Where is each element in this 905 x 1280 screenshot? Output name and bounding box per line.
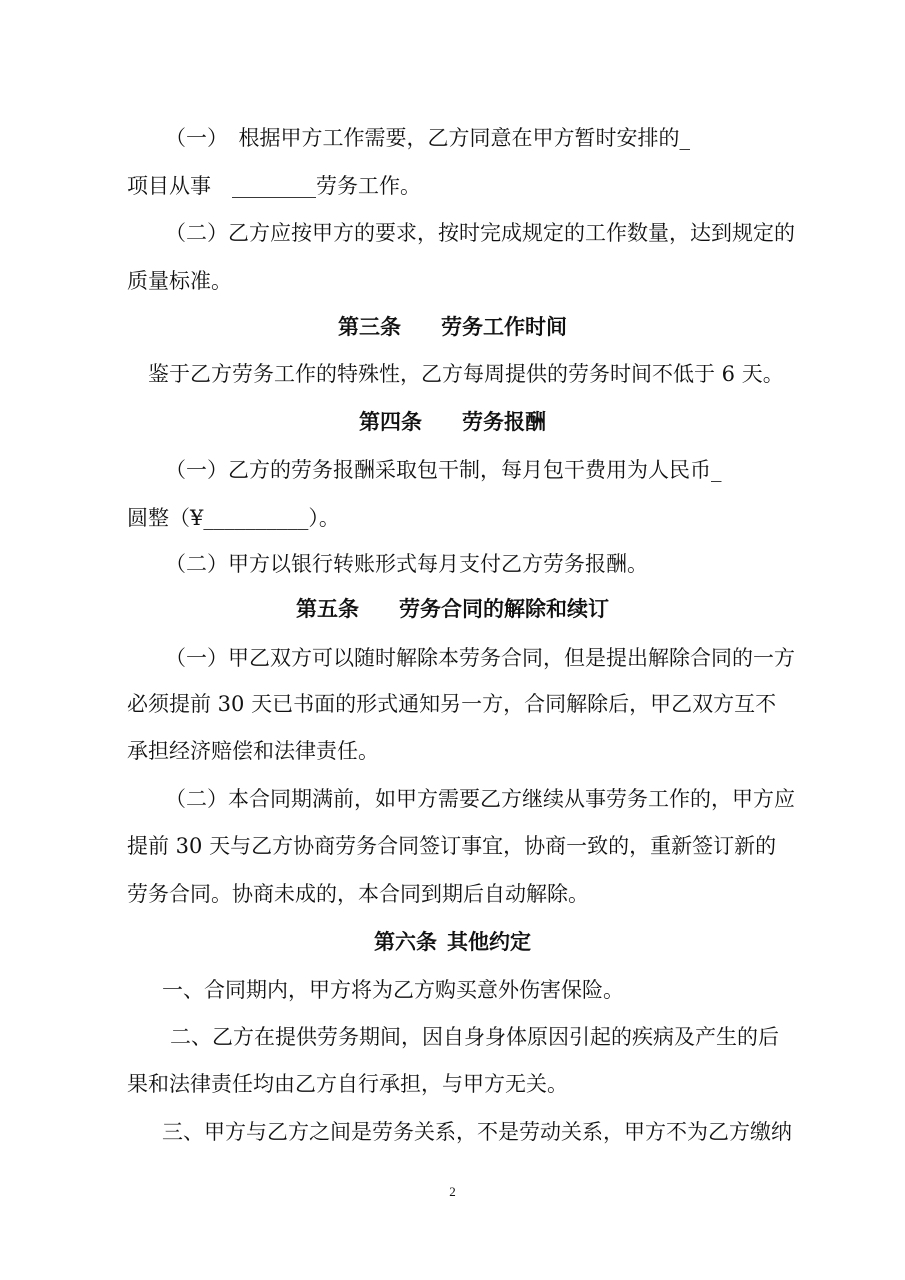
paragraph-line: （二）本合同期满前，如甲方需要乙方继续从事劳务工作的，甲方应 — [165, 787, 795, 811]
paragraph-line: 劳务合同。协商未成的，本合同到期后自动解除。 — [127, 882, 589, 906]
article-number: 第六条 — [374, 929, 437, 954]
article-title: 劳务报酬 — [462, 409, 546, 434]
article-title: 劳务合同的解除和续订 — [399, 596, 609, 621]
article-heading — [127, 407, 778, 437]
paragraph-line: （一）乙方的劳务报酬采取包干制，每月包干费用为人民币_ — [165, 458, 722, 482]
paragraph-line: 三、甲方与乙方之间是劳务关系，不是劳动关系，甲方不为乙方缴纳 — [162, 1120, 792, 1144]
paragraph-line: 质量标准。 — [127, 269, 232, 293]
paragraph-line: 必须提前 30 天已书面的形式通知另一方，合同解除后，甲乙双方互不 — [127, 692, 777, 716]
paragraph-line: 提前 30 天与乙方协商劳务合同签订事宜，协商一致的，重新签订新的 — [127, 834, 777, 858]
paragraph-line: 果和法律责任均由乙方自行承担，与甲方无关。 — [127, 1072, 568, 1096]
article-heading — [127, 927, 778, 957]
paragraph-line: 项目从事 ________劳务工作。 — [127, 174, 421, 198]
article-heading — [127, 594, 778, 624]
paragraph-line: 圆整（¥__________）。 — [127, 506, 340, 530]
paragraph-line: 二、乙方在提供劳务期间，因自身身体原因引起的疾病及产生的后 — [170, 1025, 779, 1049]
article-number: 第三条 — [338, 314, 401, 339]
article-title: 其他约定 — [447, 929, 531, 954]
paragraph-line: 鉴于乙方劳务工作的特殊性，乙方每周提供的劳务时间不低于 6 天。 — [148, 362, 784, 386]
page-number: 2 — [449, 1184, 456, 1199]
paragraph-line: （一） 根据甲方工作需要，乙方同意在甲方暂时安排的_ — [165, 126, 690, 150]
article-title: 劳务工作时间 — [441, 314, 567, 339]
paragraph-line: （二）乙方应按甲方的要求，按时完成规定的工作数量，达到规定的 — [165, 221, 795, 245]
article-heading — [127, 312, 778, 342]
paragraph-line: （一）甲乙双方可以随时解除本劳务合同，但是提出解除合同的一方 — [165, 646, 795, 670]
paragraph-line: 承担经济赔偿和法律责任。 — [127, 739, 379, 763]
article-number: 第四条 — [359, 409, 422, 434]
paragraph-line: （二）甲方以银行转账形式每月支付乙方劳务报酬。 — [165, 552, 648, 576]
paragraph-line: 一、合同期内，甲方将为乙方购买意外伤害保险。 — [162, 978, 624, 1002]
article-number: 第五条 — [296, 596, 359, 621]
